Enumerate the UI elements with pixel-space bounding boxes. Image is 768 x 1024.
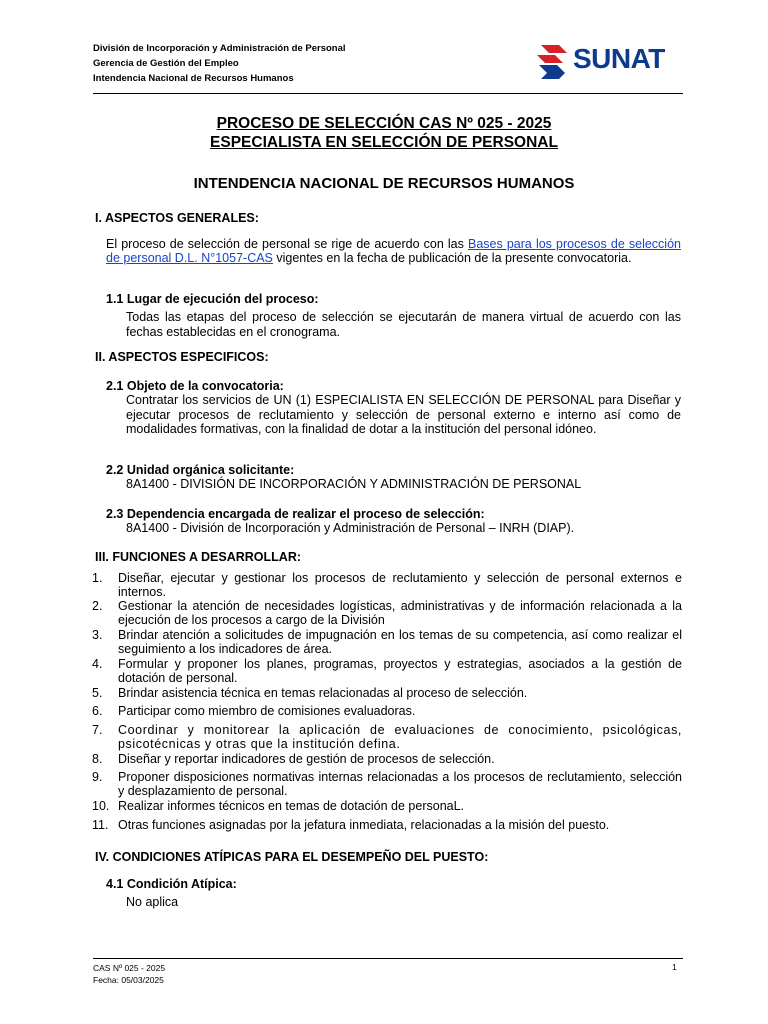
list-item-number: 9. [92, 770, 103, 784]
header-line-division: División de Incorporación y Administración de Personal [93, 43, 346, 54]
list-item-text: Brindar atención a solicitudes de impugnación en los temas de su competencia, así como realizar el seguimiento a los indicadores de área. [118, 628, 682, 656]
list-item-text: Proponer disposiciones normativas internas relacionadas a los procesos de reclutamiento, selección y desplazamiento de personal. [118, 770, 682, 798]
list-item-text: Otras funciones asignadas por la jefatura inmediata, relacionadas a la misión del puesto. [118, 818, 610, 832]
footer-date: Fecha: 05/03/2025 [93, 975, 164, 985]
document-footer [93, 962, 165, 986]
header-line-gerencia: Gerencia de Gestión del Empleo [93, 58, 239, 69]
list-item-text: Realizar informes técnicos en temas de dotación de personaL. [118, 799, 465, 813]
list-item-number: 3. [92, 628, 103, 642]
section-heading-aspectos-generales: I. ASPECTOS GENERALES: [95, 211, 259, 225]
document-position-title: ESPECIALISTA EN SELECCIÓN DE PERSONAL [210, 134, 558, 151]
subsection-text-objeto: Contratar los servicios de UN (1) ESPECIALISTA EN SELECCIÓN DE PERSONAL para Diseñar y ejecutar procesos de reclutamiento y selección de personal externo e interno así como de modalidades formativas, con la finalidad de dotar a la institución del personal idóneo. [126, 393, 681, 436]
list-item-text: Diseñar, ejecutar y gestionar los procesos de reclutamiento y selección de personal externos e internos. [118, 571, 682, 599]
section-heading-funciones: III. FUNCIONES A DESARROLLAR: [95, 550, 302, 564]
sunat-logo-icon [533, 41, 573, 81]
section-heading-condiciones: IV. CONDICIONES ATÍPICAS PARA EL DESEMPEÑO DEL PUESTO: [95, 850, 489, 864]
subsection-heading-lugar: 1.1 Lugar de ejecución del proceso: [106, 292, 319, 306]
list-item-number: 8. [92, 752, 103, 766]
list-item-number: 6. [92, 704, 103, 718]
subsection-text-lugar: Todas las etapas del proceso de selección se ejecutarán de manera virtual de acuerdo con las fechas establecidas en el cronograma. [126, 310, 681, 339]
header-divider [93, 93, 683, 94]
header-line-intendencia: Intendencia Nacional de Recursos Humanos [93, 73, 294, 84]
footer-divider [93, 958, 683, 959]
list-item-number: 1. [92, 571, 103, 585]
list-item-number: 5. [92, 686, 103, 700]
list-item-text: Brindar asistencia técnica en temas relacionadas al proceso de selección. [118, 686, 528, 700]
list-item-number: 10. [92, 799, 110, 813]
list-item-text: Diseñar y reportar indicadores de gestión de procesos de selección. [118, 752, 495, 766]
subsection-text-unidad: 8A1400 - DIVISIÓN DE INCORPORACIÓN Y ADMINISTRACIÓN DE PERSONAL [126, 477, 582, 491]
subsection-heading-condicion-atipica: 4.1 Condición Atípica: [106, 877, 237, 891]
section-heading-aspectos-especificos: II. ASPECTOS ESPECIFICOS: [95, 350, 269, 364]
list-item-number: 7. [92, 723, 103, 737]
list-item-number: 2. [92, 599, 103, 613]
list-item-text: Gestionar la atención de necesidades logísticas, administrativas y de información relacionada a la ejecución de los procesos a cargo de la División [118, 599, 682, 627]
footer-cas-number: CAS Nº 025 - 2025 [93, 963, 166, 973]
sunat-logo-text: SUNAT [573, 43, 665, 74]
document-header [93, 41, 683, 93]
document-subtitle: INTENDENCIA NACIONAL DE RECURSOS HUMANOS [193, 175, 575, 192]
subsection-heading-objeto: 2.1 Objeto de la convocatoria: [106, 379, 284, 393]
bases-link[interactable]: Bases para los procesos de selección de personal D.L. N°1057-CAS [106, 237, 681, 265]
subsection-heading-unidad: 2.2 Unidad orgánica solicitante: [106, 463, 295, 477]
subsection-text-condicion-atipica: No aplica [126, 895, 179, 909]
section1-intro [106, 237, 681, 265]
list-item-number: 4. [92, 657, 103, 671]
list-item-number: 11. [92, 818, 109, 832]
page-number: 1 [672, 962, 677, 972]
subsection-text-dependencia: 8A1400 - División de Incorporación y Administración de Personal – INRH (DIAP). [126, 521, 575, 535]
list-item-text: Participar como miembro de comisiones evaluadoras. [118, 704, 416, 718]
list-item-text: Coordinar y monitorear la aplicación de evaluaciones de conocimiento, psicológicas, psicotécnicas y otras que la institución defina. [118, 723, 682, 751]
section1-intro-after: vigentes en la fecha de publicación de la presente convocatoria. [272, 251, 632, 265]
subsection-heading-dependencia: 2.3 Dependencia encargada de realizar el proceso de selección: [106, 507, 485, 521]
header-org-lines [93, 41, 346, 86]
document-title: PROCESO DE SELECCIÓN CAS Nº 025 - 2025 [216, 115, 552, 132]
list-item-text: Formular y proponer los planes, programas, proyectos y estrategias, asociados a la gestión de dotación de personal. [118, 657, 682, 685]
section1-intro-before: El proceso de selección de personal se rige de acuerdo con las [106, 237, 468, 251]
sunat-logo [533, 41, 683, 81]
